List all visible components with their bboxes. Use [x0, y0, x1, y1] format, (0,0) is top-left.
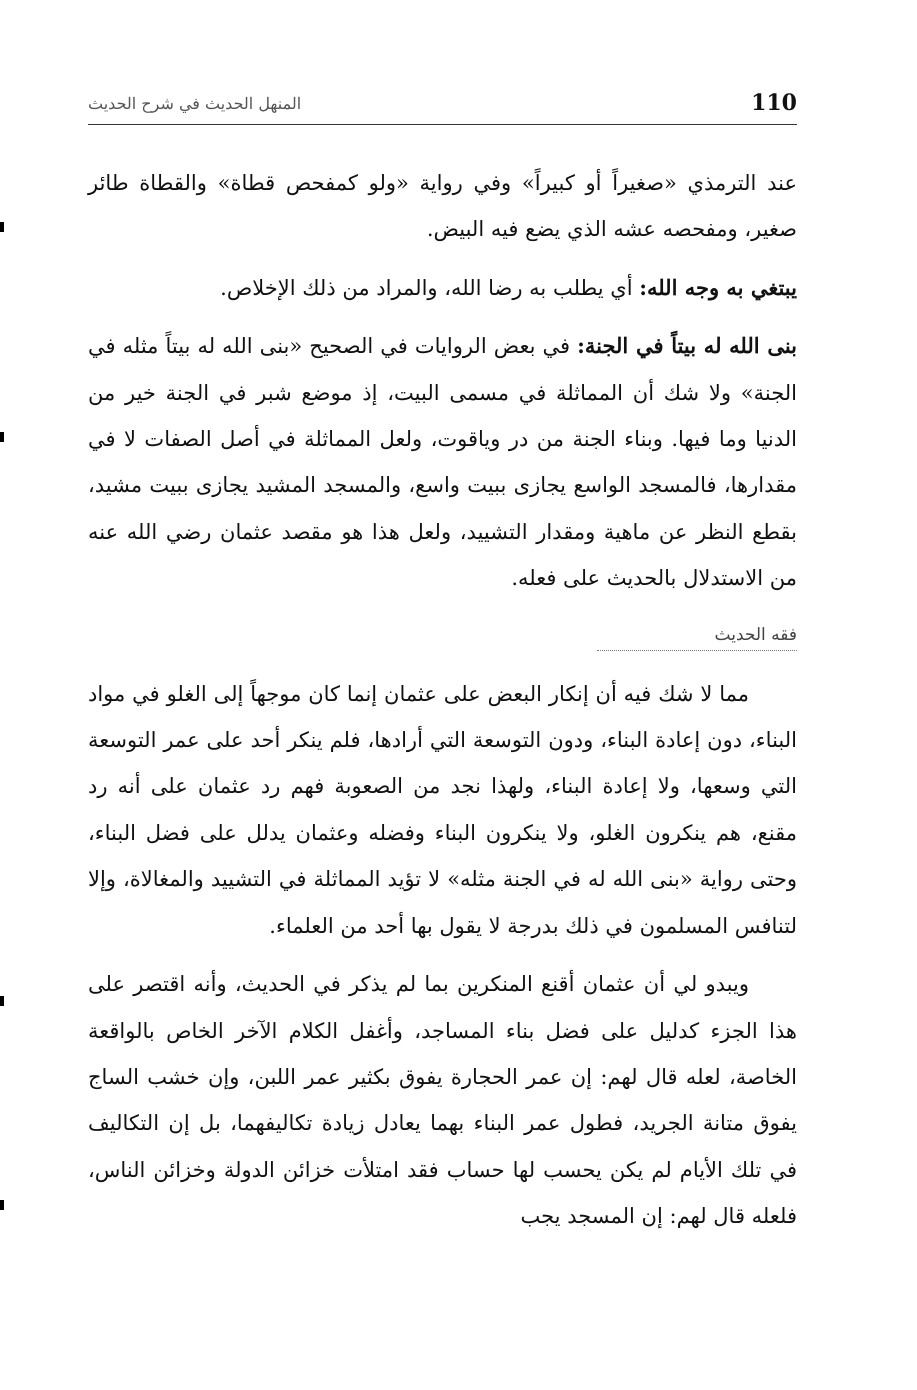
- paragraph: [88, 323, 797, 601]
- scan-edge-mark: [0, 996, 4, 1006]
- scan-edge-mark: [0, 1200, 4, 1210]
- scan-edge-mark: [0, 222, 4, 232]
- term-explanation: أي يطلب به رضا الله، والمراد من ذلك الإخلاص.: [220, 275, 640, 300]
- term-explanation: في بعض الروايات في الصحيح «بنى الله له بيتاً مثله في الجنة» ولا شك أن المماثلة في مسمى البيت، إذ موضع شبر في الجنة خير من الدنيا وما فيها. وبناء الجنة من در وياقوت، ولعل المماثلة في أصل الصفات لا في مقدارها، فالمسجد الواسع يجازى ببيت واسع، والمسجد المشيد يجازى ببيت مشيد، بقطع النظر عن ماهية ومقدار التشييد، ولعل هذا هو مقصد عثمان رضي الله عنه من الاستدلال بالحديث على فعله.: [88, 334, 797, 591]
- glossed-term: يبتغي به وجه الله:: [639, 274, 797, 300]
- paragraph: عند الترمذي «صغيراً أو كبيراً» وفي رواية «ولو كمفحص قطاة» والقطاة طائر صغير، ومفحصه عشه الذي يضع فيه البيض.: [88, 171, 797, 242]
- paragraph: ويبدو لي أن عثمان أقنع المنكرين بما لم يذكر في الحديث، وأنه اقتصر على هذا الجزء كدليل على فضل بناء المساجد، وأغفل الكلام الآخر الخاص بالواقعة الخاصة، لعله قال لهم: إن عمر الحجارة يفوق بكثير عمر اللبن، وإن خشب الساج يفوق متانة الجريد، فطول عمر البناء بهما يعادل زيادة تكاليفهما، بل إن التكاليف في تلك الأيام لم يكن يحسب لها حساب فقد امتلأت خزائن الدولة وخزائن الناس، فلعله قال لهم: إن المسجد يجب: [88, 972, 797, 1229]
- page-number: 110: [751, 90, 797, 116]
- paragraph: [88, 265, 797, 311]
- running-title: المنهل الحديث في شرح الحديث: [88, 94, 302, 113]
- section-heading: فقه الحديث: [597, 622, 797, 651]
- glossed-term: بنى الله له بيتاً في الجنة:: [577, 333, 797, 359]
- page-body: [88, 160, 797, 1240]
- paragraph: مما لا شك فيه أن إنكار البعض على عثمان إنما كان موجهاً إلى الغلو في مواد البناء، دون إعادة البناء، ودون التوسعة التي أرادها، فلم ينكر أحد على عمر التوسعة التي وسعها، ولا إعادة البناء، ولهذا نجد من الصعوبة فهم رد عثمان على أنه رد مقنع، هم ينكرون الغلو، ولا ينكرون البناء وفضله وعثمان يدلل على فضل البناء، وحتى رواية «بنى الله له في الجنة مثله» لا تؤيد المماثلة في التشييد والمغالاة، وإلا لتنافس المسلمون في ذلك بدرجة لا يقول بها أحد من العلماء.: [88, 681, 797, 938]
- page-header: [88, 88, 797, 125]
- scan-edge-mark: [0, 432, 4, 442]
